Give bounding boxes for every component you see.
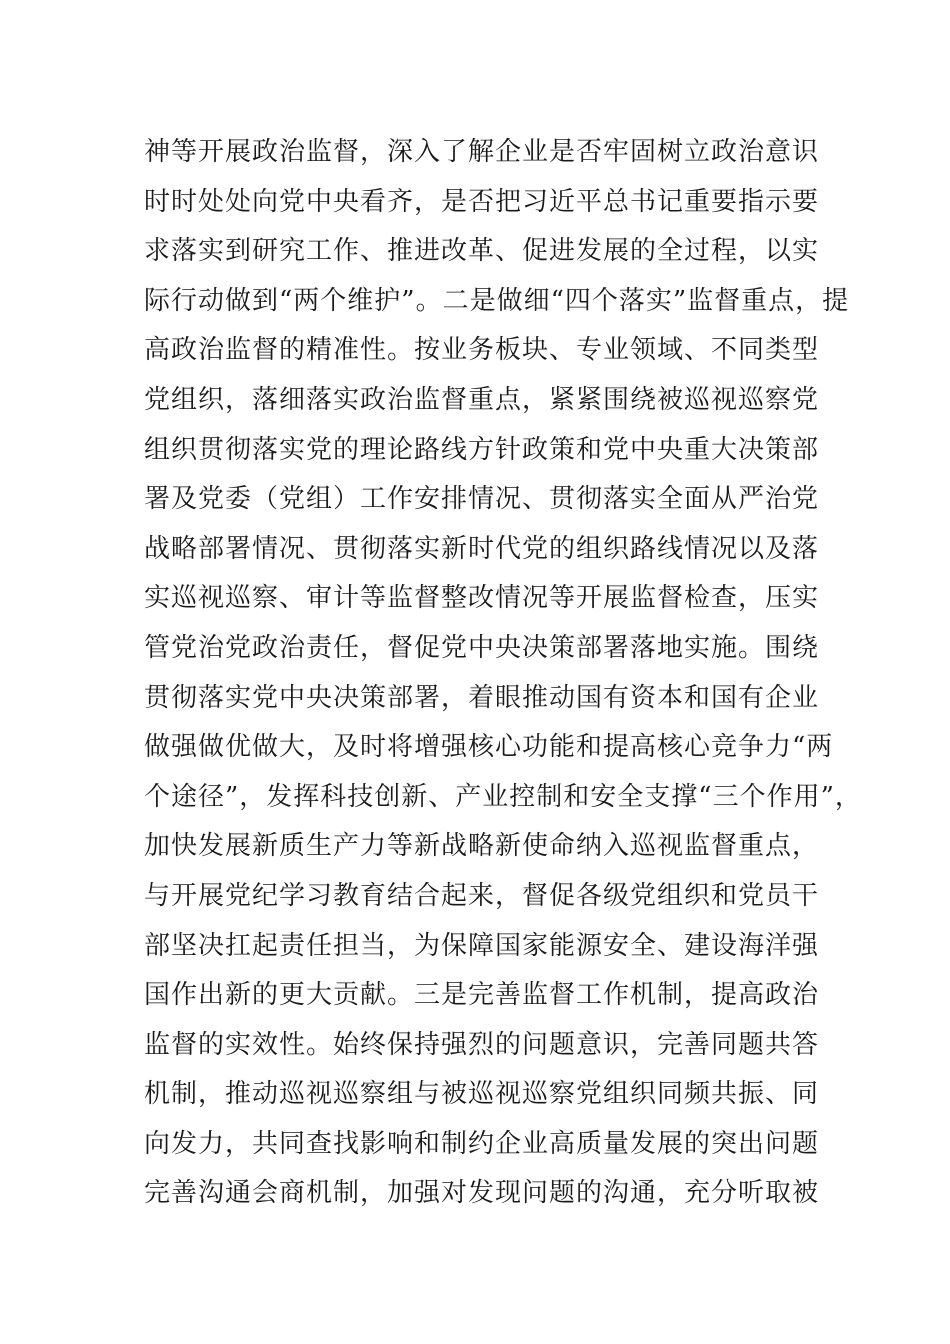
text-line: 机制，推动巡视巡察组与被巡视巡察党组织同频共振、同 — [144, 1079, 820, 1110]
text-line: 向发力，共同查找影响和制约企业高质量发展的突出问题 — [144, 1128, 820, 1159]
text-line: 求落实到研究工作、推进改革、促进发展的全过程，以实 — [144, 236, 820, 267]
text-line: 神等开展政治监督，深入了解企业是否牢固树立政治意识 — [144, 137, 820, 167]
text-line: 实巡视巡察、审计等监督整改情况等开展监督检查，压实 — [144, 583, 820, 614]
text-line: 组织贯彻落实党的理论路线方针政策和党中央重大决策部 — [144, 434, 820, 465]
text-line: 监督的实效性。始终保持强烈的问题意识，完善同题共答 — [144, 1029, 820, 1060]
text-line: 做强做优做大，及时将增强核心功能和提高核心竞争力“两 — [144, 732, 834, 763]
text-line: 际行动做到“两个维护”。二是做细“四个落实”监督重点，提 — [144, 285, 850, 316]
text-line: 贯彻落实党中央决策部署，着眼推动国有资本和国有企业 — [144, 682, 820, 713]
text-line: 党组织，落细落实政治监督重点，紧紧围绕被巡视巡察党 — [144, 384, 820, 415]
text-line: 时时处处向党中央看齐，是否把习近平总书记重要指示要 — [144, 186, 820, 217]
text-line: 高政治监督的精准性。按业务板块、专业领域、不同类型 — [144, 335, 820, 366]
text-line: 与开展党纪学习教育结合起来，督促各级党组织和党员干 — [144, 880, 820, 911]
text-line: 署及党委（党组）工作安排情况、贯彻落实全面从严治党 — [144, 484, 820, 515]
body-paragraph — [144, 128, 862, 1219]
text-line: 管党治党政治责任，督促党中央决策部署落地实施。围绕 — [144, 632, 820, 663]
text-line: 部坚决扛起责任担当，为保障国家能源安全、建设海洋强 — [144, 930, 820, 961]
text-line: 个途径”，发挥科技创新、产业控制和安全支撑“三个作用”， — [144, 781, 862, 812]
text-line: 国作出新的更大贡献。三是完善监督工作机制，提高政治 — [144, 980, 820, 1011]
text-line: 战略部署情况、贯彻落实新时代党的组织路线情况以及落 — [144, 533, 820, 564]
text-line: 加快发展新质生产力等新战略新使命纳入巡视监督重点， — [144, 831, 820, 862]
text-line: 完善沟通会商机制，加强对发现问题的沟通，充分听取被 — [144, 1178, 820, 1209]
